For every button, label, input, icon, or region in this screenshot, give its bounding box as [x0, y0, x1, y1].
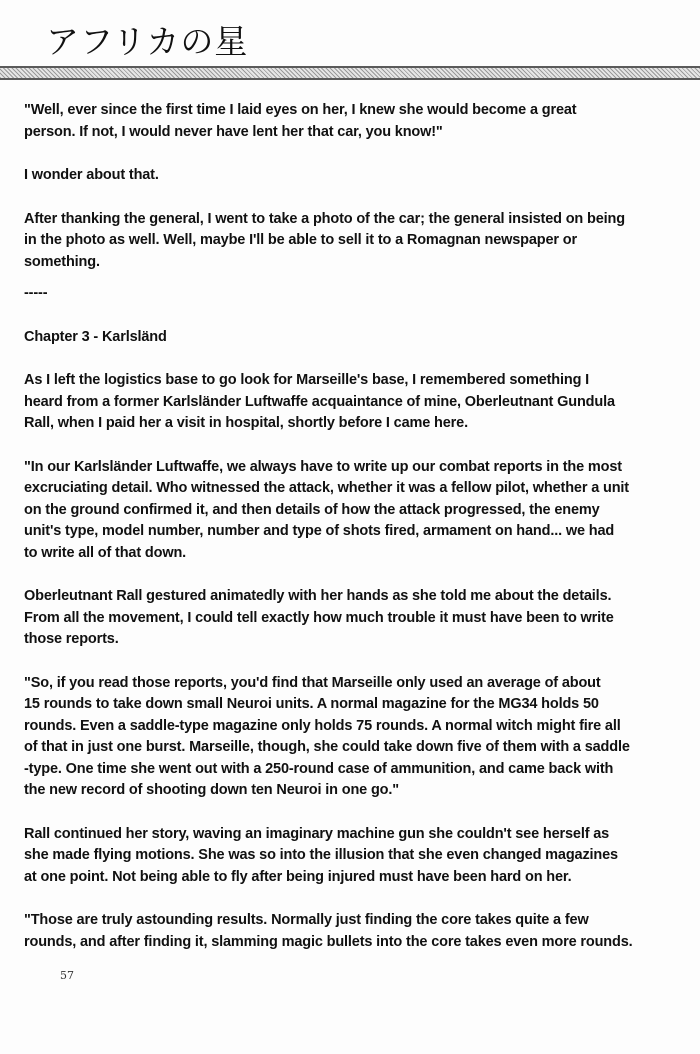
chapter-heading: Chapter 3 - Karlsländ — [24, 328, 167, 345]
page-number: 57 — [60, 969, 74, 982]
paragraph: Rall continued her story, waving an imaginary machine gun she couldn't see herself as she made flying motions. She was so into the illusion that she even changed magazines at one point. Not being able to fly after being injured must have been hard on her. — [24, 825, 618, 885]
paragraph: "Those are truly astounding results. Normally just finding the core takes quite a few rounds, and after finding it, slamming magic bullets into the core takes even more rounds. — [24, 912, 633, 950]
page-title: アフリカの星 — [46, 22, 249, 61]
paragraph: As I left the logistics base to go look for Marseille's base, I remembered something I heard from a former Karlsländer Luftwaffe acquaintance of mine, Oberleutnant Gundula Rall, when I paid her a visit in hospital, shortly before I came here. — [24, 372, 615, 431]
paragraph: After thanking the general, I went to take a photo of the car; the general insisted on being in the photo as well. Well, maybe I'll be able to sell it to a Romagnan newspaper or something. — [24, 210, 625, 270]
scene-break: ----- — [24, 285, 48, 301]
title-divider — [0, 66, 700, 80]
paragraph: "Well, ever since the first time I laid eyes on her, I knew she would become a great person. If not, I would never have lent her that car, you know!" — [24, 102, 577, 140]
paragraph: "So, if you read those reports, you'd find that Marseille only used an average of about 15 rounds to take down small Neuroi units. A normal magazine for the MG34 holds 50 rounds. Even a saddle-type magazine only holds 75 rounds. A normal witch might fire all of that in just one burst. Marseille, though, she could take down five of them with a saddle -type. One time she went out with a 250-round case of ammunition, and came back with the new record of shooting down ten Neuroi in one go." — [24, 674, 630, 798]
paragraph: I wonder about that. — [24, 167, 159, 183]
paragraph: "In our Karlsländer Luftwaffe, we always have to write up our combat reports in the most excruciating detail. Who witnessed the attack, whether it was a fellow pilot, whether a unit on the ground confirmed it, and then details of how the attack progressed, the enemy unit's type, model number, number and type of shots fired, armament on hand... we had to write all of that down. — [24, 458, 629, 561]
body-text — [24, 100, 688, 975]
paragraph: Oberleutnant Rall gestured animatedly with her hands as she told me about the details. From all the movement, I could tell exactly how much trouble it must have been to write those reports. — [24, 588, 614, 647]
